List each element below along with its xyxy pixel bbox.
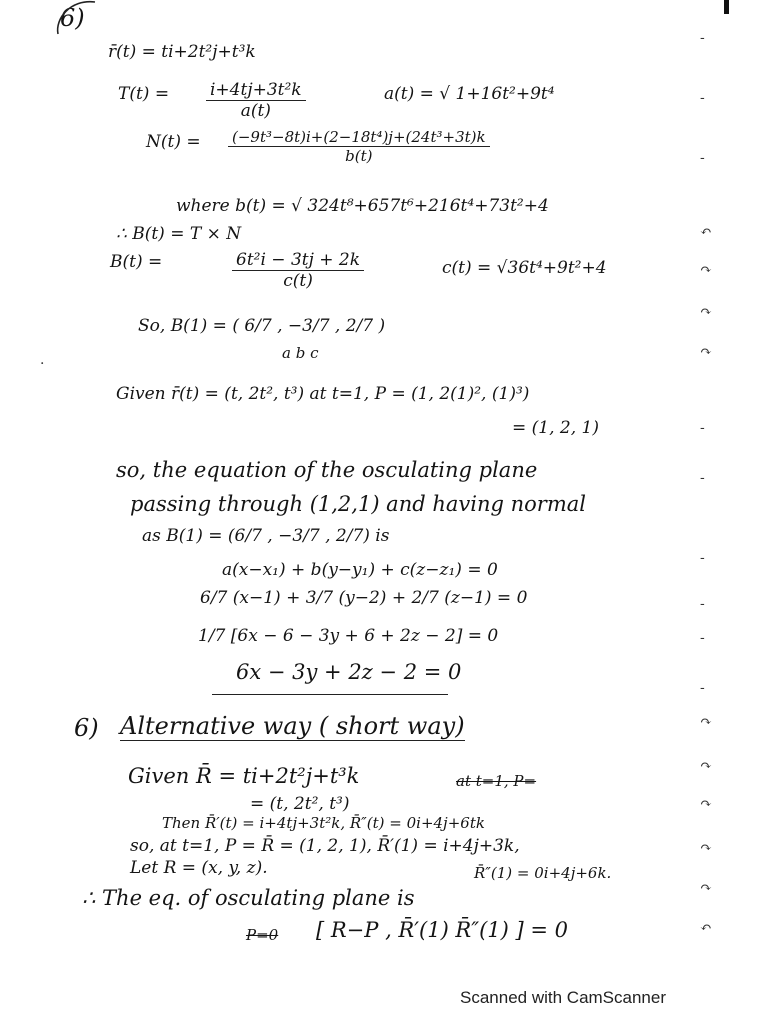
- b-denominator: c(t): [283, 271, 313, 291]
- margin-hole-mark: ↷: [700, 758, 712, 774]
- margin-dash: ‐: [700, 550, 705, 566]
- margin-hole-mark: ↷: [700, 796, 712, 812]
- b-at-one: So, B(1) = ( 6/7 , −3/7 , 2/7 ): [138, 316, 386, 336]
- margin-hole-mark: ↷: [700, 880, 712, 896]
- margin-hole-mark: ↷: [700, 344, 712, 360]
- margin-mark: [724, 0, 729, 14]
- b-fraction: [232, 250, 364, 291]
- final-equation: [ R−P , R̄′(1) R̄″(1) ] = 0: [316, 918, 569, 942]
- margin-dash: ‐: [700, 630, 705, 646]
- problem-number: 6): [60, 4, 85, 32]
- so-at-t1: so, at t=1, P = R̄ = (1, 2, 1), R̄′(1) = i+4j+3k,: [130, 836, 520, 856]
- equation-a: a(x−x₁) + b(y−y₁) + c(z−z₁) = 0: [222, 560, 498, 580]
- margin-dash: ‐: [700, 90, 705, 106]
- then-derivatives: Then R̄′(t) = i+4tj+3t²k, R̄″(t) = 0i+4j+6tk: [162, 814, 485, 832]
- alt-title: Alternative way ( short way): [120, 712, 465, 740]
- given-line-2b: = (t, 2t², t³): [250, 794, 350, 814]
- margin-dash: ‐: [700, 680, 705, 696]
- margin-dash: ‐: [700, 420, 705, 436]
- c-definition: c(t) = √36t⁴+9t²+4: [442, 258, 607, 278]
- given-line-2: Given R̄ = ti+2t²j+t³k: [128, 764, 360, 788]
- so-equation-line-2: passing through (1,2,1) and having normal: [130, 492, 586, 516]
- t-denominator: a(t): [240, 101, 271, 121]
- abc-labels: a b c: [282, 344, 319, 362]
- n-label: N(t) =: [146, 132, 201, 152]
- margin-hole-mark: ↷: [700, 714, 712, 730]
- scanner-watermark: Scanned with CamScanner: [460, 988, 667, 1007]
- n-fraction: [228, 128, 490, 165]
- problem-number-circle: [50, 0, 110, 44]
- left-margin-dot: ·: [40, 356, 45, 372]
- given-line-1b: = (1, 2, 1): [512, 418, 599, 438]
- margin-hole-mark: ↶: [700, 224, 712, 240]
- margin-hole-mark: ↷: [700, 304, 712, 320]
- so-equation-line-1: so, the equation of the osculating plane: [116, 458, 538, 482]
- b-cross: ∴ B(t) = T × N: [116, 224, 242, 244]
- b-label: B(t) =: [110, 252, 163, 272]
- n-denominator: b(t): [345, 147, 373, 165]
- given-line-1: Given r̄(t) = (t, 2t², t³) at t=1, P = (1, 2(1)², (1)³): [116, 384, 530, 404]
- margin-hole-mark: ↶: [700, 920, 712, 936]
- equation-c: 1/7 [6x − 6 − 3y + 6 + 2z − 2] = 0: [198, 626, 499, 646]
- margin-dash: ‐: [700, 596, 705, 612]
- given-line-2-strikeout: at t=1, P=: [456, 772, 537, 790]
- t-numerator: i+4tj+3t²k: [206, 80, 306, 101]
- so-equation-line-3: as B(1) = (6/7 , −3/7 , 2/7) is: [142, 526, 390, 546]
- r-double-prime-1: R̄″(1) = 0i+4j+6k.: [474, 864, 612, 882]
- alt-number: 6): [74, 714, 99, 742]
- margin-dash: ‐: [700, 470, 705, 486]
- n-numerator: (−9t³−8t)i+(2−18t⁴)j+(24t³+3t)k: [228, 128, 490, 147]
- therefore-equation: ∴ The eq. of osculating plane is: [82, 886, 415, 910]
- margin-dash: ‐: [700, 30, 705, 46]
- margin-dash: ‐: [700, 150, 705, 166]
- b-numerator: 6t²i − 3tj + 2k: [232, 250, 364, 271]
- margin-hole-mark: ↷: [700, 262, 712, 278]
- result-underline: [212, 694, 448, 695]
- margin-hole-mark: ↷: [700, 840, 712, 856]
- a-definition: a(t) = √ 1+16t²+9t⁴: [384, 84, 555, 104]
- r-definition: r̄(t) = ti+2t²j+t³k: [108, 42, 256, 62]
- equation-d: 6x − 3y + 2z − 2 = 0: [236, 660, 462, 684]
- let-r: Let R = (x, y, z).: [130, 858, 268, 878]
- t-fraction: [206, 80, 306, 121]
- final-strikeout: P=0: [246, 926, 279, 944]
- b-definition: where b(t) = √ 324t⁸+657t⁶+216t⁴+73t²+4: [176, 196, 549, 216]
- t-label: T(t) =: [118, 84, 170, 104]
- equation-b: 6/7 (x−1) + 3/7 (y−2) + 2/7 (z−1) = 0: [200, 588, 528, 608]
